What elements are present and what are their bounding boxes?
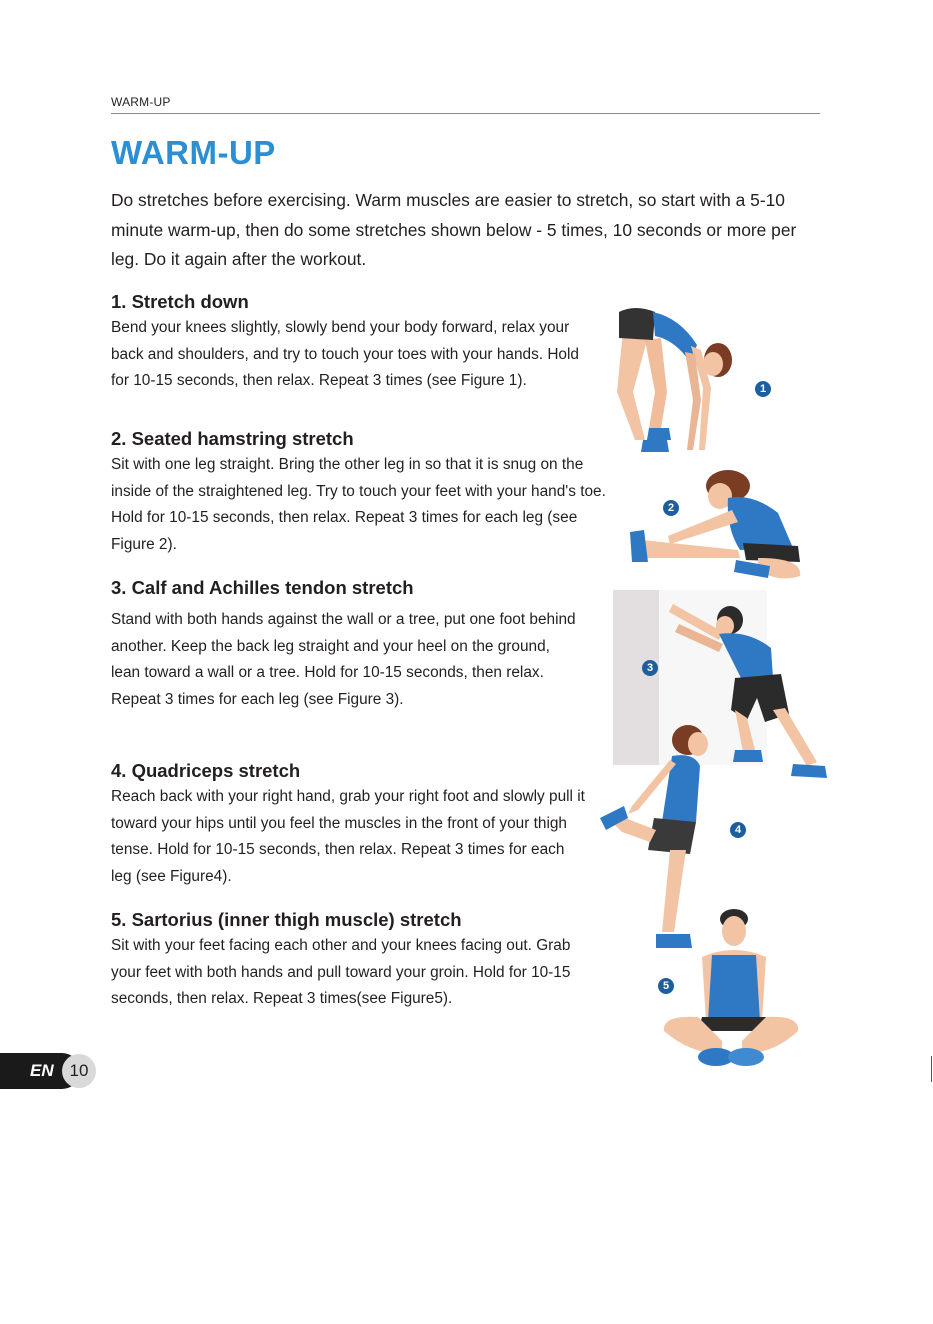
page-title: WARM-UP — [111, 134, 276, 171]
running-header: WARM-UP — [111, 95, 171, 109]
figure-1-badge: 1 — [755, 381, 771, 397]
section-heading: 4. Quadriceps stretch — [111, 760, 301, 781]
section-stretch-down — [111, 290, 611, 395]
figure-3-badge: 3 — [642, 660, 658, 676]
seated-hamstring-figure — [628, 458, 808, 588]
section-body: Stand with both hands against the wall or a tree, put one foot behind another. Keep the back leg straight and your heel on the ground, lean toward a wall or a tree. Hold for 10-15 seconds, then relax. Repeat 3 times for each leg (see Figure 3). — [111, 611, 576, 708]
sartorius-figure — [662, 905, 802, 1070]
figure-2-badge: 2 — [663, 500, 679, 516]
figure-5-badge: 5 — [658, 978, 674, 994]
section-body: Reach back with your right hand, grab your right foot and slowly pull it toward your hips until you feel the muscles in the front of your thigh tense. Hold for 10-15 seconds, then relax. Repeat 3 times for each leg (see Figure4). — [111, 788, 585, 885]
section-seated-hamstring — [111, 427, 611, 558]
language-label: EN — [30, 1061, 54, 1080]
section-sartorius — [111, 908, 611, 1013]
crop-mark — [931, 1056, 932, 1082]
stretch-down-figure — [605, 300, 755, 465]
section-heading: 2. Seated hamstring stretch — [111, 428, 354, 449]
section-body: Bend your knees slightly, slowly bend your body forward, relax your back and shoulders, and try to touch your toes with your hands. Hold for 10-15 seconds, then relax. Repeat 3 times (see Figure 1). — [111, 319, 579, 389]
header-rule — [111, 113, 820, 114]
section-quadriceps — [111, 759, 611, 890]
figure-4-badge: 4 — [730, 822, 746, 838]
section-heading: 3. Calf and Achilles tendon stretch — [111, 577, 414, 598]
intro-paragraph: Do stretches before exercising. Warm muscles are easier to stretch, so start with a 5-10 minute warm-up, then do some stretches shown below - 5 times, 10 seconds or more per leg. Do it again after the workout. — [111, 190, 797, 269]
section-body: Sit with your feet facing each other and your knees facing out. Grab your feet with both hands and pull toward your groin. Hold for 10-15 seconds, then relax. Repeat 3 times(see Figure5). — [111, 937, 571, 1007]
section-calf-achilles — [111, 576, 611, 713]
section-heading: 1. Stretch down — [111, 291, 249, 312]
section-heading: 5. Sartorius (inner thigh muscle) stretch — [111, 909, 462, 930]
page-number: 10 — [62, 1054, 96, 1088]
section-body: Sit with one leg straight. Bring the other leg in so that it is snug on the inside of the straightened leg. Try to touch your feet with your hand's toe. Hold for 10-15 seconds, then relax. Repeat 3 times for each leg (see Figure 2). — [111, 456, 606, 553]
